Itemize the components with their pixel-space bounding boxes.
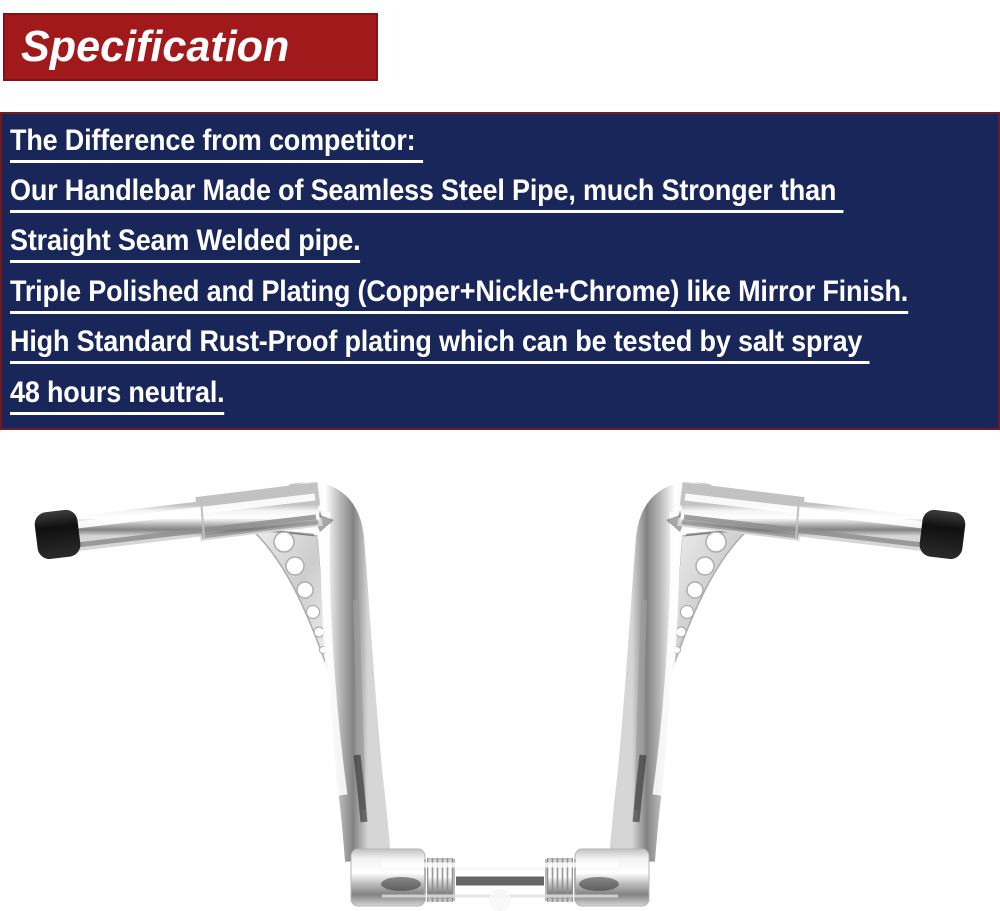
info-line-5-text: High Standard Rust-Proof plating which can be tested by salt spray xyxy=(10,325,870,364)
info-line-4-text: Triple Polished and Plating (Copper+Nickle+Chrome) like Mirror Finish. xyxy=(10,275,908,314)
clamp-center-notch xyxy=(489,889,511,911)
handlebar-illustration xyxy=(0,450,1000,911)
left-bar-end-cap xyxy=(33,508,81,560)
info-line-3 xyxy=(10,219,998,269)
right-bar-end-cap xyxy=(918,508,966,560)
left-gusset xyxy=(250,528,330,675)
info-line-2-text: Our Handlebar Made of Seamless Steel Pipe, much Stronger than xyxy=(10,174,844,213)
product-image xyxy=(0,450,1000,911)
specification-banner xyxy=(3,13,378,81)
info-line-5 xyxy=(10,320,998,370)
info-line-4 xyxy=(10,269,998,319)
info-line-3-text: Straight Seam Welded pipe. xyxy=(10,224,360,263)
difference-info-box xyxy=(0,112,1000,430)
info-line-1-text: The Difference from competitor: xyxy=(10,124,423,163)
info-line-6-text: 48 hours neutral. xyxy=(10,376,225,415)
banner-title: Specification xyxy=(21,22,290,71)
info-line-1 xyxy=(10,118,998,168)
right-gusset xyxy=(670,528,750,675)
info-line-6 xyxy=(10,370,998,420)
info-line-2 xyxy=(10,168,998,218)
